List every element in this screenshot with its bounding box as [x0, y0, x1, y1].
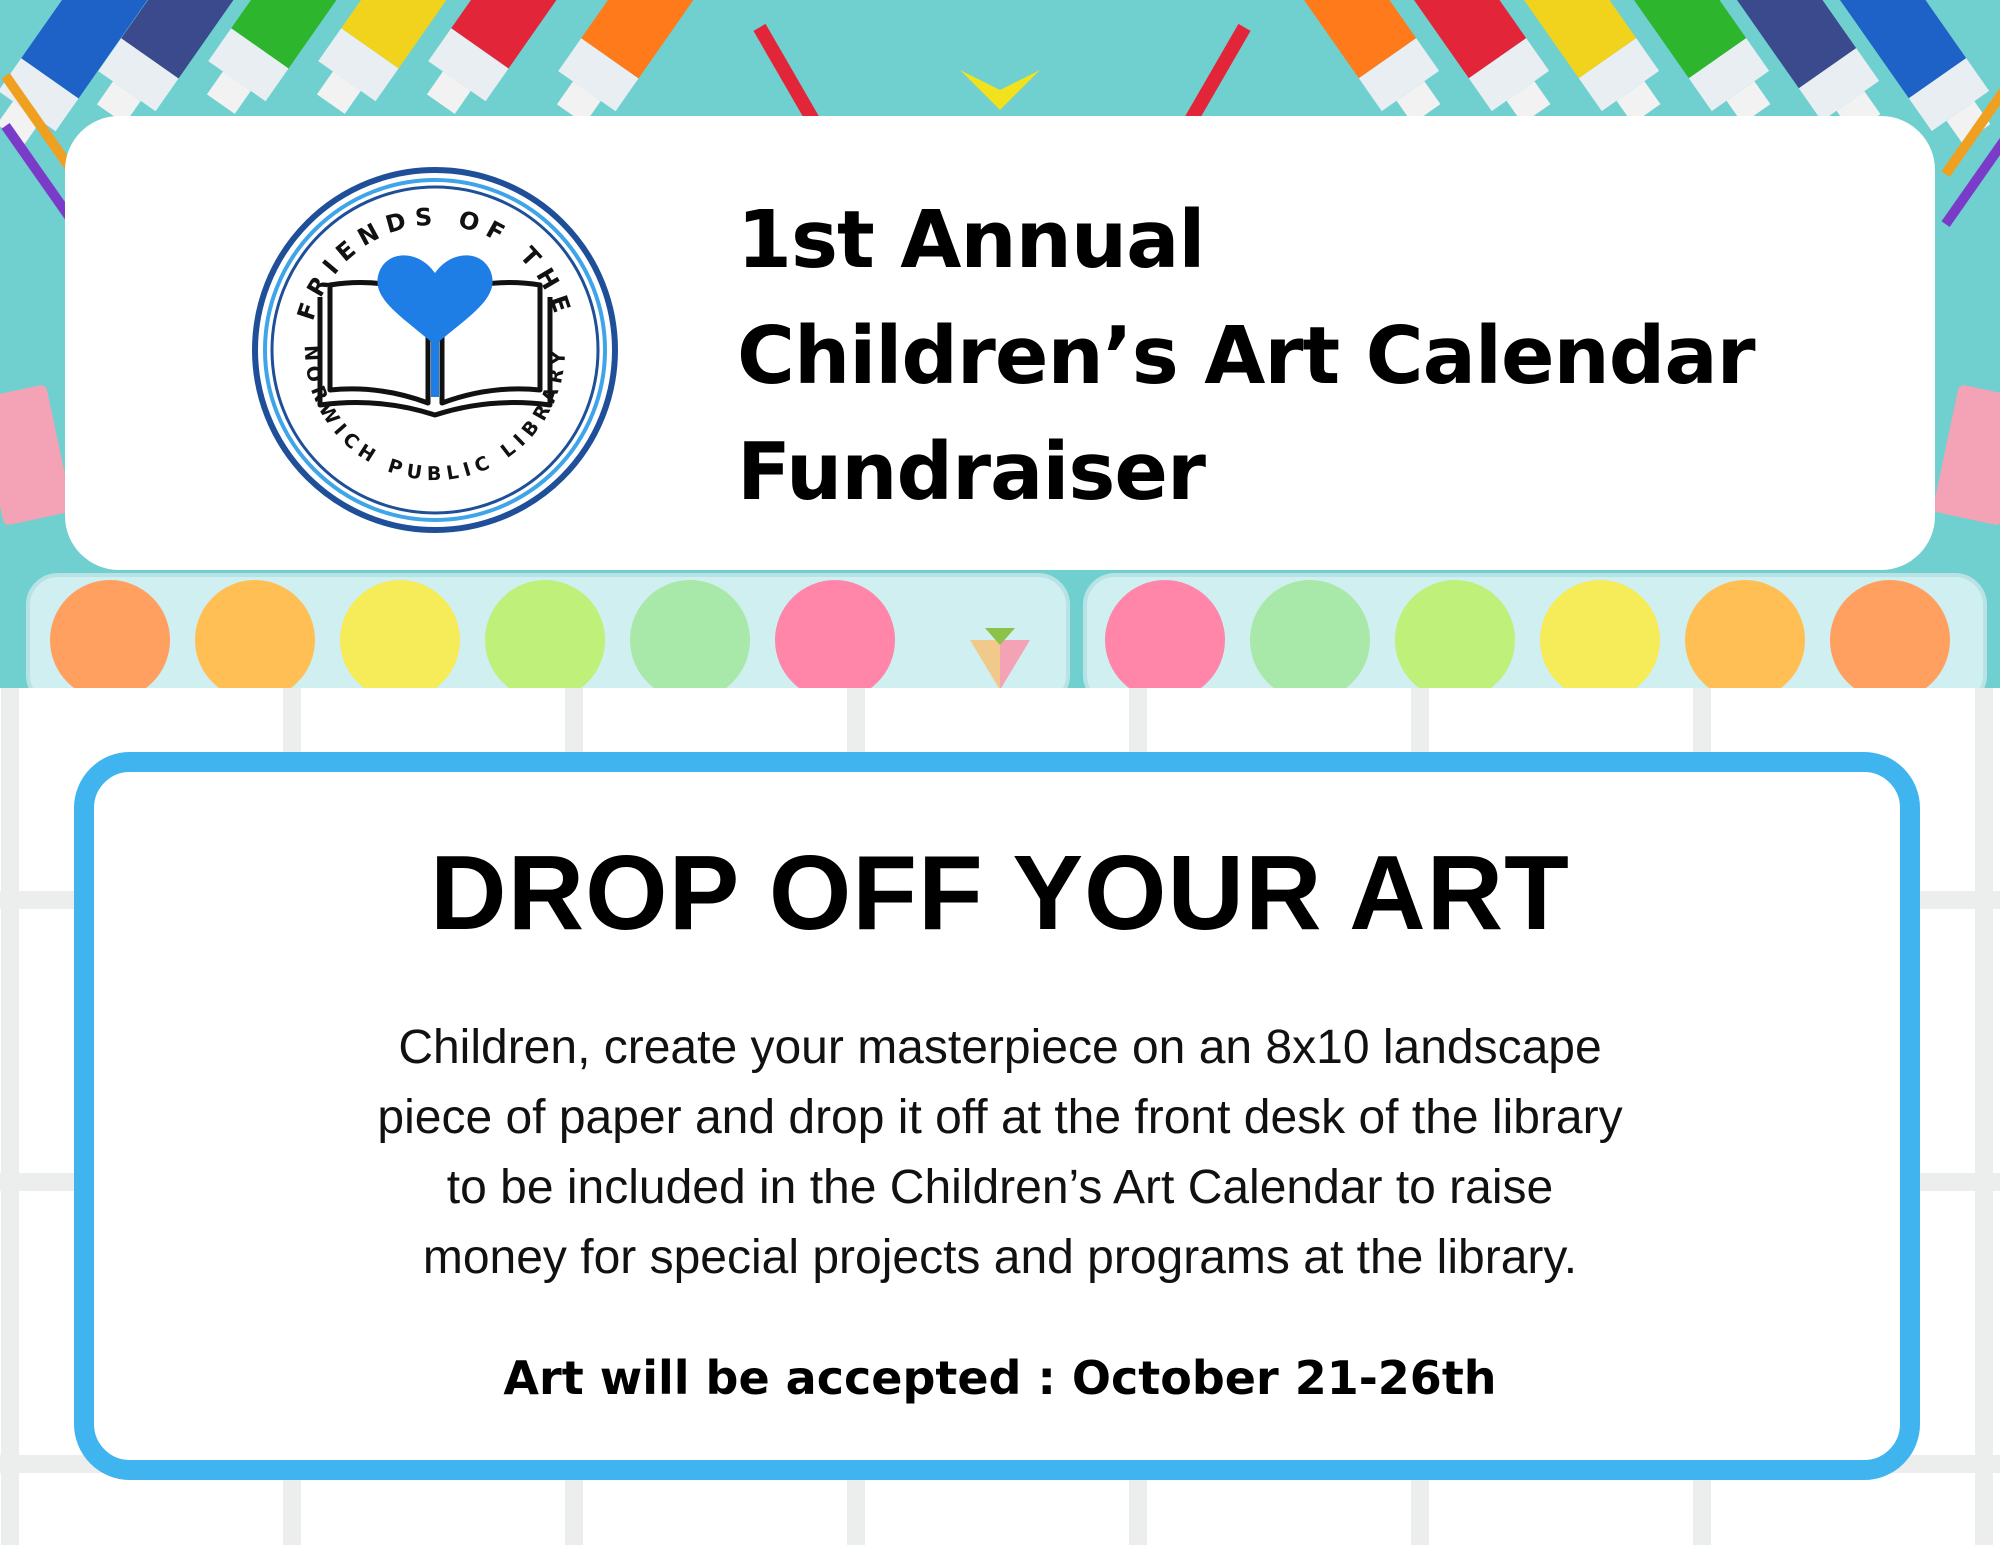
logo-bottom-text: NORWICH PUBLIC LIBRARY [299, 344, 571, 486]
instructions-line: to be included in the Children’s Art Calendar to raise [446, 1161, 1554, 1214]
acceptance-dates: Art will be accepted : October 21-26th [503, 1351, 1497, 1405]
instructions-line: money for special projects and programs at the library. [422, 1231, 1578, 1284]
title-line-3: Fundraiser [737, 426, 1205, 518]
instructions-line: piece of paper and drop it off at the front desk of the library [377, 1091, 1623, 1144]
event-title [737, 182, 1887, 530]
friends-of-library-logo [250, 165, 620, 535]
watercolor-palette-right [1085, 575, 1985, 688]
eraser-right [1932, 384, 2000, 526]
drop-off-heading: DROP OFF YOUR ART [430, 834, 1570, 952]
title-line-2: Children’s Art Calendar [737, 310, 1755, 402]
eraser-left [0, 384, 73, 526]
logo-top-text: FRIENDS OF THE [291, 202, 579, 324]
instructions-text [200, 1013, 1800, 1293]
instructions-line: Children, create your masterpiece on an 8x10 landscape [398, 1021, 1602, 1074]
title-line-1: 1st Annual [737, 194, 1205, 286]
watercolor-palette-left [28, 575, 1068, 688]
